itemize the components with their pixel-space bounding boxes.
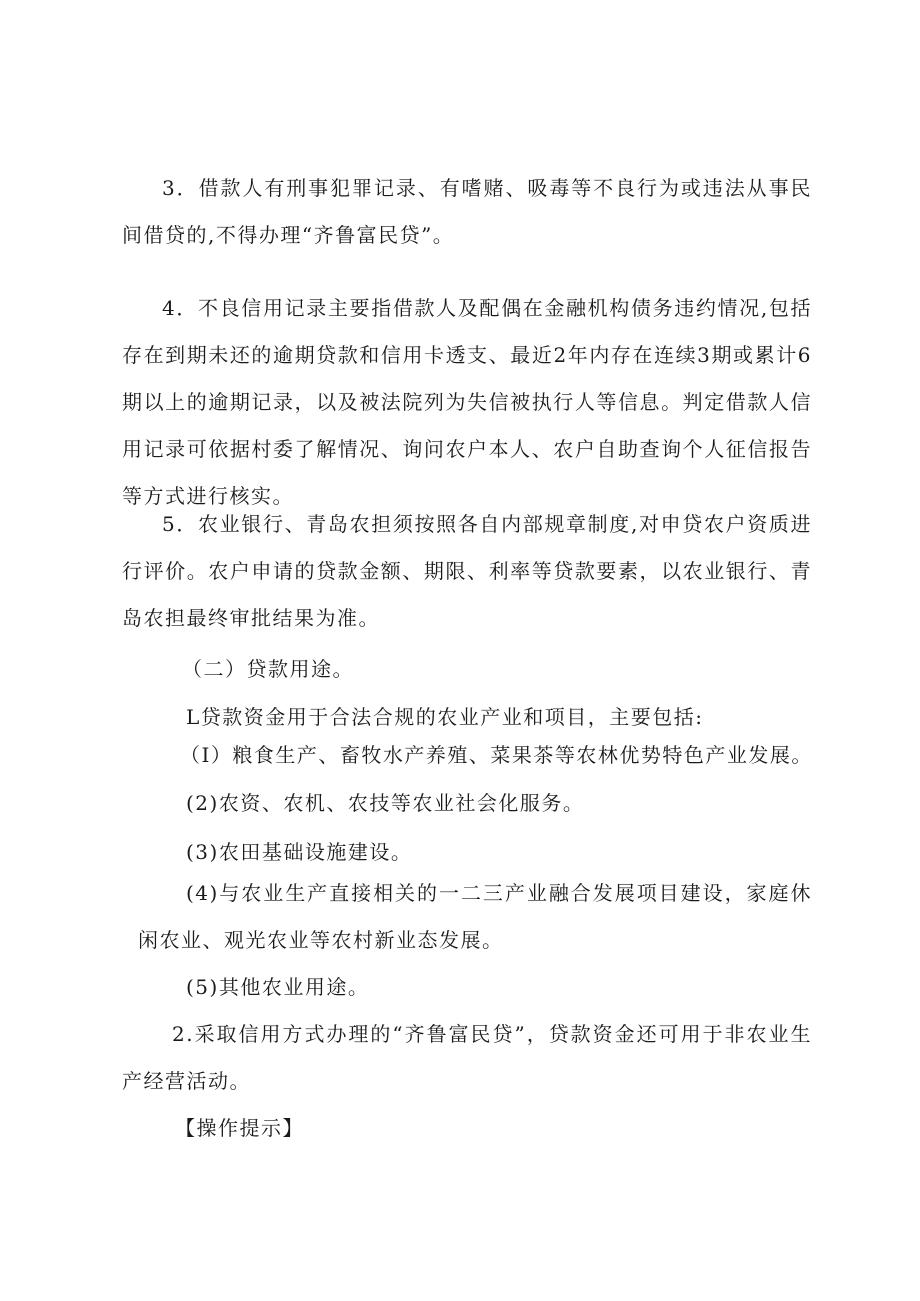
paragraph-purpose-intro: L贷款资金用于合法合规的农业产业和项目，主要包括: — [186, 705, 704, 729]
sub-item-3: (3)农田基础设施建设。 — [186, 840, 413, 864]
paragraph-item-3: 3．借款人有刑事犯罪记录、有嗜赌、吸毒等不良行为或违法从事民间借贷的,不得办理“齐鲁富民贷”。 — [122, 176, 812, 247]
paragraph-item-4: 4．不良信用记录主要指借款人及配偶在金融机构债务违约情况,包括存在到期未还的逾期贷款和信用卡透支、最近2年内存在连续3期或累计6期以上的逾期记录，以及被法院列为失信被执行人等信息。判定借款人信用记录可依据村委了解情况、询问农户本人、农户自助查询个人征信报告等方式进行核实。 — [122, 296, 812, 508]
sub-item-5: (5)其他农业用途。 — [186, 975, 370, 999]
paragraph-item-2-credit: 2.采取信用方式办理的“齐鲁富民贷”，贷款资金还可用于非农业生产经营活动。 — [122, 1022, 812, 1093]
sub-item-4: (4)与农业生产直接相关的一二三产业融合发展项目建设，家庭休闲农业、观光农业等农村新业态发展。 — [138, 881, 812, 952]
operation-tips-heading: 【操作提示】 — [175, 1116, 304, 1140]
sub-item-2: (2)农资、农机、农技等农业社会化服务。 — [186, 791, 585, 815]
sub-item-1: （I）粮食生产、畜牧水产养殖、菜果茶等农林优势特色产业发展。 — [180, 743, 813, 767]
paragraph-item-5: 5．农业银行、青岛农担须按照各自内部规章制度,对申贷农户资质进行评价。农户申请的贷款金额、期限、利率等贷款要素，以农业银行、青岛农担最终审批结果为准。 — [122, 512, 812, 630]
section-heading-loan-purpose: （二）贷款用途。 — [182, 657, 354, 681]
